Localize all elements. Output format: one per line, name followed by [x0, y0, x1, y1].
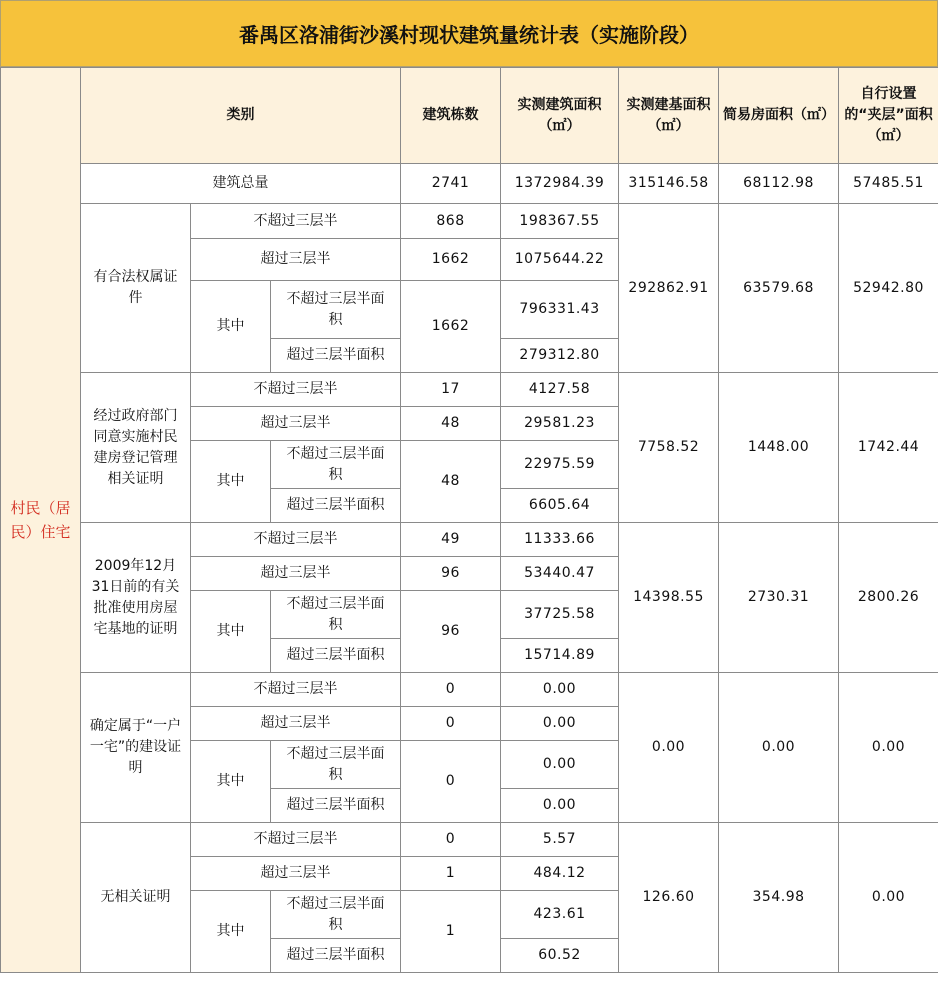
row-label-gt-area: 超过三层半面积 — [271, 939, 401, 973]
group-mezzanine-area: 0.00 — [839, 673, 938, 823]
group-mezzanine-area: 1742.44 — [839, 373, 938, 523]
of-which-label: 其中 — [191, 441, 271, 523]
row-label-gt: 超过三层半 — [191, 239, 401, 281]
group-simple-area: 2730.31 — [719, 523, 839, 673]
group-simple-area: 0.00 — [719, 673, 839, 823]
gt-measured-area: 29581.23 — [501, 407, 619, 441]
sub-le-measured-area: 37725.58 — [501, 591, 619, 639]
statistics-table — [0, 67, 938, 973]
sub-gt-measured-area: 15714.89 — [501, 639, 619, 673]
header-mezzanine-area: 自行设置的“夹层”面积（㎡） — [839, 68, 938, 164]
row-label-le: 不超过三层半 — [191, 373, 401, 407]
sub-le-measured-area: 796331.43 — [501, 281, 619, 339]
row-label-gt-area: 超过三层半面积 — [271, 639, 401, 673]
sub-gt-measured-area: 6605.64 — [501, 489, 619, 523]
sub-le-measured-area: 423.61 — [501, 891, 619, 939]
group-name: 无相关证明 — [81, 823, 191, 973]
le-count: 0 — [401, 823, 501, 857]
gt-measured-area: 1075644.22 — [501, 239, 619, 281]
le-count: 868 — [401, 204, 501, 239]
group-simple-area: 354.98 — [719, 823, 839, 973]
table-row — [1, 673, 938, 707]
le-measured-area: 4127.58 — [501, 373, 619, 407]
sub-gt-measured-area: 60.52 — [501, 939, 619, 973]
le-measured-area: 11333.66 — [501, 523, 619, 557]
row-label-le-area: 不超过三层半面积 — [271, 591, 401, 639]
group-simple-area: 63579.68 — [719, 204, 839, 373]
header-measured-area: 实测建筑面积（㎡） — [501, 68, 619, 164]
gt-measured-area: 0.00 — [501, 707, 619, 741]
row-label-le: 不超过三层半 — [191, 204, 401, 239]
table-body — [1, 68, 938, 973]
of-which-label: 其中 — [191, 741, 271, 823]
table-row — [1, 523, 938, 557]
group-base-area: 292862.91 — [619, 204, 719, 373]
group-name: 确定属于“一户一宅”的建设证明 — [81, 673, 191, 823]
group-mezzanine-area: 2800.26 — [839, 523, 938, 673]
of-which-label: 其中 — [191, 281, 271, 373]
sub-gt-measured-area: 279312.80 — [501, 339, 619, 373]
table-row — [1, 204, 938, 239]
sub-le-measured-area: 0.00 — [501, 741, 619, 789]
row-label-gt: 超过三层半 — [191, 857, 401, 891]
total-measured-area: 1372984.39 — [501, 164, 619, 204]
gt-count: 1 — [401, 857, 501, 891]
row-label-le: 不超过三层半 — [191, 823, 401, 857]
total-label: 建筑总量 — [81, 164, 401, 204]
gt-count: 1662 — [401, 239, 501, 281]
row-label-le-area: 不超过三层半面积 — [271, 891, 401, 939]
total-count: 2741 — [401, 164, 501, 204]
row-label-le-area: 不超过三层半面积 — [271, 441, 401, 489]
group-name: 经过政府部门同意实施村民建房登记管理相关证明 — [81, 373, 191, 523]
row-label-le-area: 不超过三层半面积 — [271, 281, 401, 339]
le-count: 49 — [401, 523, 501, 557]
group-base-area: 126.60 — [619, 823, 719, 973]
gt-count: 96 — [401, 557, 501, 591]
total-base-area: 315146.58 — [619, 164, 719, 204]
row-label-gt: 超过三层半 — [191, 407, 401, 441]
total-row — [1, 164, 938, 204]
row-group-label: 村民（居民）住宅 — [1, 68, 81, 973]
sub-count: 48 — [401, 441, 501, 523]
sub-count: 0 — [401, 741, 501, 823]
gt-measured-area: 53440.47 — [501, 557, 619, 591]
group-name: 有合法权属证件 — [81, 204, 191, 373]
le-count: 17 — [401, 373, 501, 407]
gt-count: 0 — [401, 707, 501, 741]
sheet-title: 番禺区洛浦街沙溪村现状建筑量统计表（实施阶段） — [0, 0, 938, 67]
header-row — [1, 68, 938, 164]
row-label-gt-area: 超过三层半面积 — [271, 339, 401, 373]
row-label-gt: 超过三层半 — [191, 707, 401, 741]
row-label-le: 不超过三层半 — [191, 673, 401, 707]
row-label-le: 不超过三层半 — [191, 523, 401, 557]
header-count: 建筑栋数 — [401, 68, 501, 164]
row-label-gt-area: 超过三层半面积 — [271, 789, 401, 823]
sub-count: 1662 — [401, 281, 501, 373]
total-simple-area: 68112.98 — [719, 164, 839, 204]
row-label-gt: 超过三层半 — [191, 557, 401, 591]
group-name: 2009年12月31日前的有关批准使用房屋宅基地的证明 — [81, 523, 191, 673]
gt-count: 48 — [401, 407, 501, 441]
sub-count: 1 — [401, 891, 501, 973]
of-which-label: 其中 — [191, 891, 271, 973]
of-which-label: 其中 — [191, 591, 271, 673]
header-simple-area: 简易房面积（㎡） — [719, 68, 839, 164]
sub-count: 96 — [401, 591, 501, 673]
group-simple-area: 1448.00 — [719, 373, 839, 523]
group-mezzanine-area: 0.00 — [839, 823, 938, 973]
table-row — [1, 823, 938, 857]
row-label-le-area: 不超过三层半面积 — [271, 741, 401, 789]
row-label-gt-area: 超过三层半面积 — [271, 489, 401, 523]
group-base-area: 7758.52 — [619, 373, 719, 523]
group-base-area: 14398.55 — [619, 523, 719, 673]
group-mezzanine-area: 52942.80 — [839, 204, 938, 373]
group-base-area: 0.00 — [619, 673, 719, 823]
gt-measured-area: 484.12 — [501, 857, 619, 891]
table-row — [1, 373, 938, 407]
header-base-area: 实测建基面积（㎡） — [619, 68, 719, 164]
le-measured-area: 0.00 — [501, 673, 619, 707]
header-category: 类别 — [81, 68, 401, 164]
sub-le-measured-area: 22975.59 — [501, 441, 619, 489]
le-measured-area: 198367.55 — [501, 204, 619, 239]
sub-gt-measured-area: 0.00 — [501, 789, 619, 823]
le-count: 0 — [401, 673, 501, 707]
le-measured-area: 5.57 — [501, 823, 619, 857]
total-mezzanine-area: 57485.51 — [839, 164, 938, 204]
